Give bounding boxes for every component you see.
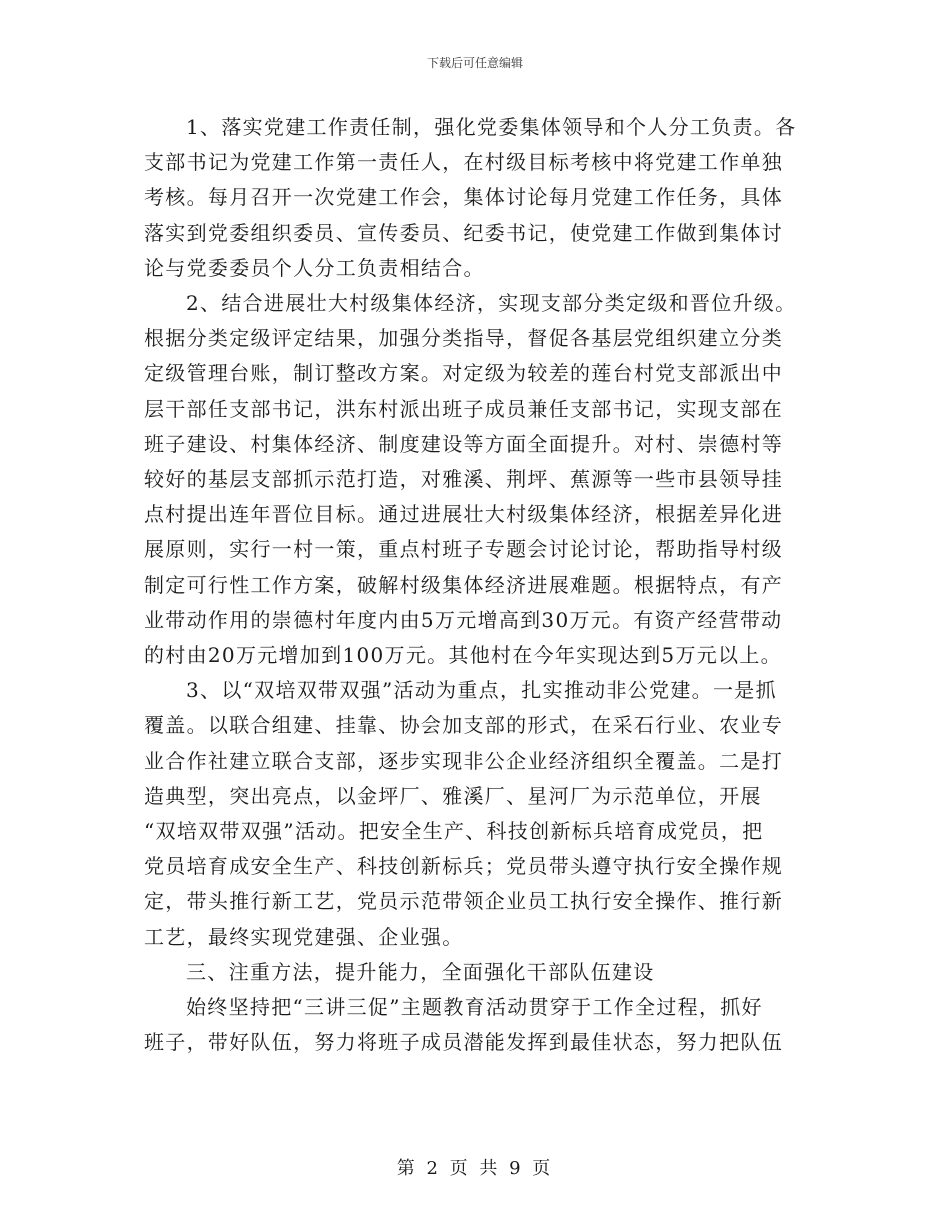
text-line: 定，带头推行新工艺，党员示范带领企业员工执行安全操作、推行新 <box>144 889 783 914</box>
text-line: 始终坚持把“三讲三促”主题教育活动贯穿于工作全过程，抓好 <box>186 995 763 1020</box>
text-line: 论与党委委员个人分工负责相结合。 <box>144 255 485 280</box>
text-line: 造典型，突出亮点，以金坪厂、雅溪厂、星河厂为示范单位，开展 <box>144 783 762 808</box>
page-number-footer: 第 2 页 共 9 页 <box>396 1158 554 1179</box>
text-line: 层干部任支部书记，洪东村派出班子成员兼任支部书记，实现支部在 <box>144 396 783 421</box>
text-line: “双培双带双强”活动。把安全生产、科技创新标兵培育成党员，把 <box>144 819 764 844</box>
text-line: 业带动作用的崇德村年度内由5万元增高到30万元。有资产经营带动 <box>144 607 783 632</box>
paragraph <box>144 286 804 673</box>
text-line: 考核。每月召开一次党建工作会，集体讨论每月党建工作任务，具体 <box>144 185 783 210</box>
text-line: 支部书记为党建工作第一责任人，在村级目标考核中将党建工作单独 <box>144 150 783 175</box>
text-line: 3、以“双培双带双强”活动为重点，扎实推动非公党建。一是抓 <box>186 678 777 703</box>
section-heading <box>144 955 804 990</box>
text-line: 三、注重方法，提升能力，全面强化干部队伍建设 <box>186 959 655 984</box>
text-line: 2、结合进展壮大村级集体经济，实现支部分类定级和晋位升级。 <box>186 291 797 316</box>
text-line: 党员培育成安全生产、科技创新标兵；党员带头遵守执行安全操作规 <box>144 854 783 879</box>
text-line: 点村提出连年晋位目标。通过进展壮大村级集体经济，根据差异化进 <box>144 502 783 527</box>
text-line: 班子，带好队伍，努力将班子成员潜能发挥到最佳状态，努力把队伍 <box>144 1030 783 1055</box>
page-header: 下载后可任意编辑 <box>426 56 523 70</box>
paragraph <box>144 990 804 1060</box>
text-line: 落实到党委组织委员、宣传委员、纪委书记，使党建工作做到集体讨 <box>144 220 783 245</box>
text-line: 覆盖。以联合组建、挂靠、协会加支部的形式，在采石行业、农业专 <box>144 713 783 738</box>
text-line: 制定可行性工作方案，破解村级集体经济进展难题。根据特点，有产 <box>144 572 783 597</box>
text-line: 业合作社建立联合支部，逐步实现非公企业经济组织全覆盖。二是打 <box>144 748 783 773</box>
paragraph <box>144 673 804 955</box>
document-body <box>144 110 804 1060</box>
text-line: 的村由20万元增加到100万元。其他村在今年实现达到5万元以上。 <box>144 643 782 668</box>
text-line: 根据分类定级评定结果，加强分类指导，督促各基层党组织建立分类 <box>144 326 783 351</box>
text-line: 定级管理台账，制订整改方案。对定级为较差的莲台村党支部派出中 <box>144 361 783 386</box>
text-line: 工艺，最终实现党建强、企业强。 <box>144 924 464 949</box>
text-line: 较好的基层支部抓示范打造，对雅溪、荆坪、蕉源等一些市县领导挂 <box>144 467 783 492</box>
text-line: 班子建设、村集体经济、制度建设等方面全面提升。对村、崇德村等 <box>144 431 783 456</box>
text-line: 展原则，实行一村一策，重点村班子专题会讨论讨论，帮助指导村级 <box>144 537 783 562</box>
paragraph <box>144 110 804 286</box>
text-line: 1、落实党建工作责任制，强化党委集体领导和个人分工负责。各 <box>186 115 797 139</box>
